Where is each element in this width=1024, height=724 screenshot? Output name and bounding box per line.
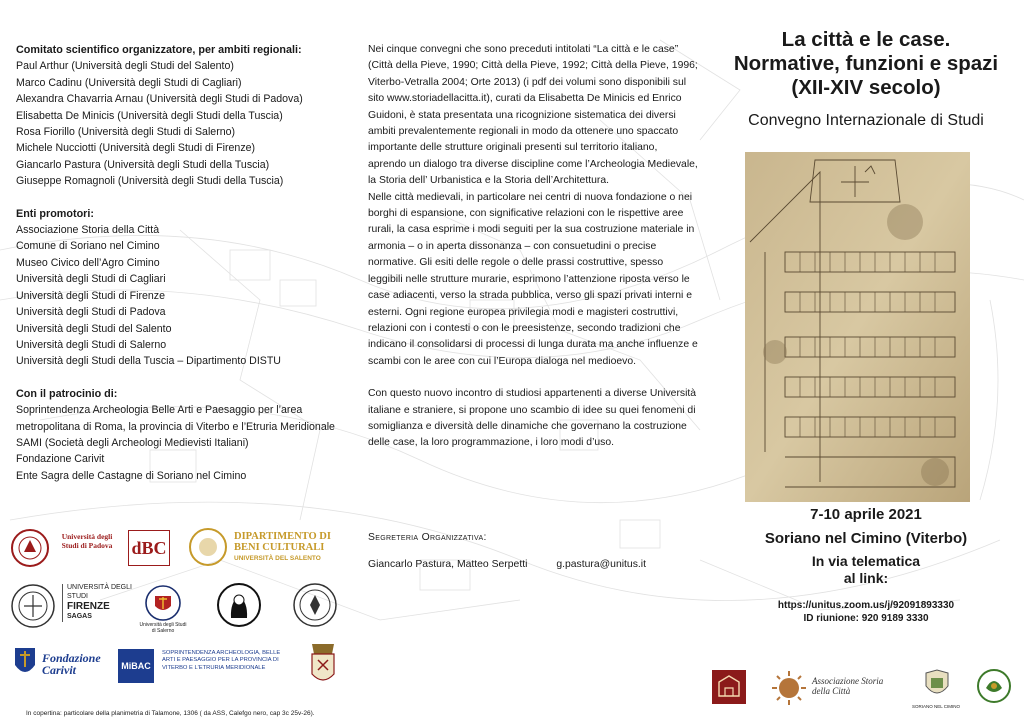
secretary-label: Segreteria Organizzativa: (368, 532, 487, 543)
closing-paragraph: Con questo nuovo incontro di studiosi appartenenti a diverse Università italiane e straniere, si propone uno scambio di idee su quei fenomeni di somiglianza e diversità delle dinamiche che governano la costruzione delle case, la loro programmazione, i loro modi d’uso. (368, 388, 697, 449)
firenze-sagas: SAGAS (67, 613, 92, 620)
organizers-column (16, 42, 346, 500)
committee-member: Paul Arthur (Università degli Studi del Salento) (16, 60, 234, 73)
mibac-logo: MiBAC (118, 649, 154, 683)
meeting-id: ID riunione: 920 9189 3330 (803, 613, 929, 624)
storia-citta-sun-icon (770, 669, 808, 707)
committee-member: Michele Nucciotti (Università degli Studi di Firenze) (16, 142, 256, 155)
committee-member: Giancarlo Pastura (Università degli Studi della Tuscia) (16, 158, 270, 171)
padova-name: Università degli Studi di Padova (61, 532, 113, 550)
organizing-secretariat (368, 532, 698, 570)
sabap-text: SOPRINTENDENZA ARCHEOLOGIA, BELLE ARTI E PAESAGGIO PER LA PROVINCIA DI VITERBO E L’ETRURIA MERIDIONALE (162, 650, 281, 671)
storia-citta-name: Associazione Storia della Città (812, 676, 884, 696)
patronage-item: Fondazione Carivit (16, 453, 105, 466)
online-line-1: In via telematica (811, 553, 921, 569)
committee-member: Alexandra Chavarria Arnau (Università degli Studi di Padova) (16, 93, 303, 106)
soriano-label: SORIANO NEL CIMINO (911, 704, 961, 709)
carivit-crest-icon (12, 645, 38, 681)
committee-block (16, 42, 346, 190)
promoter-item: Università degli Studi di Firenze (16, 289, 165, 302)
promoter-item: Associazione Storia della Città (16, 224, 160, 237)
salento-university: UNIVERSITÀ DEL SALENTO (234, 555, 321, 562)
conference-subtitle: Convegno Internazionale di Studi (748, 112, 984, 129)
firenze-seal-icon (10, 583, 56, 629)
patronage-item: SAMI (Società degli Archeologi Medievisti Italiani) (16, 436, 249, 449)
promoter-item: Università degli Studi di Cagliari (16, 273, 166, 286)
promoter-item: Università degli Studi di Padova (16, 306, 166, 319)
salerno-crest-icon (142, 584, 184, 622)
sami-seal-icon (292, 582, 338, 628)
conference-title-block (708, 28, 1024, 130)
soriano-comune-crest-icon (920, 668, 954, 702)
event-info-block (708, 506, 1024, 625)
promoter-item: Università degli Studi di Salerno (16, 338, 167, 351)
promoter-item: Museo Civico dell’Agro Cimino (16, 256, 160, 269)
committee-heading: Comitato scientifico organizzatore, per ambiti regionali: (16, 44, 302, 56)
salento-department: DIPARTIMENTO DI BENI CULTURALI (234, 531, 331, 553)
talamone-plan-image (745, 152, 970, 502)
secretary-email[interactable]: g.pastura@unitus.it (556, 559, 646, 570)
promoters-heading: Enti promotori: (16, 207, 94, 220)
padova-seal-icon (10, 528, 50, 568)
event-location: Soriano nel Cimino (Viterbo) (764, 530, 968, 547)
online-line-2: al link: (843, 570, 889, 586)
salerno-label: Università degli Studi di Salerno (139, 622, 187, 634)
promoter-item: Università degli Studi della Tuscia – Dipartimento DISTU (16, 355, 281, 368)
description-column (368, 42, 698, 468)
patronage-item: Soprintendenza Archeologia Belle Arti e Paesaggio per l’area (16, 404, 303, 417)
secretary-names: Giancarlo Pastura, Matteo Serpetti (368, 559, 528, 570)
title-line-1: La città e le case. (781, 28, 951, 51)
patronage-item: metropolitana di Roma, la provincia di Viterbo e l’Etruria Meridionale (16, 420, 335, 433)
committee-member: Giuseppe Romagnoli (Università degli Studi della Tuscia) (16, 175, 284, 188)
intro-paragraph: Nei cinque convegni che sono preceduti intitolati “La città e le case” (Città della Pieve, 1990; Città della Pieve, 1992; Città della Pieve, 1996; Viterbo-Vetralla 2004; Orte 2013) (i pdf dei volumi sono disponibili sul sito www.storiadellacitta.it), curati da Elisabetta De Minicis ed Enrico Guidoni, è stata presentata una ricognizione sistematica dei diversi ambiti prevalentemente regionali in modo da ottenere uno spaccato importante delle strutture originali presenti sul territorio italiano, aprendo un dialogo tra diverse discipline come l’Archeologia Medievale, la Storia dell’ Urbanistica e la Storia dell’Architettura. (368, 44, 698, 187)
carivit-name: Fondazione Carivit (42, 651, 101, 677)
soriano-crest-icon (306, 640, 340, 690)
cover-caption: In copertina: particolare della planimetria di Talamone, 1306 ( da ASS, Calefgo nero, cap 3c 25v-26). (26, 710, 315, 717)
patronage-item: Ente Sagra delle Castagne di Soriano nel Cimino (16, 469, 247, 482)
committee-member: Rosa Fiorillo (Università degli Studi di Salerno) (16, 126, 236, 139)
title-line-3: (XII-XIV secolo) (791, 76, 941, 99)
body-paragraph: Nelle città medievali, in particolare nei centri di nuova fondazione o nei borghi di espansione, con significative relazioni con le rispettive aree rurali, la casa esprime i modi seguiti per la sua costruzione materiale in armonia – o in aperta dissonanza – con consuetudini o precise normative. Gli esiti delle regole o delle prassi costruttive, spesso leggibili nelle strutture murarie, esprimono l’attenzione riposta verso le case adiacenti, verso la strada pubblica, verso gli spazi privati interni e esterni. Ogni regione europea privilegia modi e magisteri costruttivi, relazioni con i contesti o con le preesistenze, secondo tradizioni che indicano il consolidarsi di processi di lunga durata ma anche influenze e scambi con le aree con cui l’Europa dialoga nel medioevo. (368, 191, 698, 367)
storia-citta-square-icon (710, 668, 748, 706)
promoter-item: Università degli Studi del Salento (16, 322, 172, 335)
firenze-city: FIRENZE (67, 601, 110, 612)
dbc-logo: dBC (128, 530, 170, 566)
zoom-link[interactable]: https://unitus.zoom.us/j/92091893330 (777, 600, 955, 611)
portrait-medallion-icon (216, 582, 262, 628)
committee-member: Marco Cadinu (Università degli Studi di Cagliari) (16, 76, 242, 89)
promoters-block (16, 206, 346, 370)
patronage-block (16, 386, 346, 484)
firenze-uni: UNIVERSITÀ DEGLI STUDI (67, 584, 132, 600)
salento-seal-icon (188, 527, 228, 567)
sagra-castagne-icon (976, 668, 1012, 704)
patronage-heading: Con il patrocinio di: (16, 387, 118, 400)
title-line-2: Normative, funzioni e spazi (733, 52, 999, 75)
firenze-logo-text (62, 584, 137, 622)
committee-member: Elisabetta De Minicis (Università degli Studi della Tuscia) (16, 109, 283, 122)
promoter-item: Comune di Soriano nel Cimino (16, 240, 160, 253)
event-dates: 7-10 aprile 2021 (810, 506, 922, 523)
